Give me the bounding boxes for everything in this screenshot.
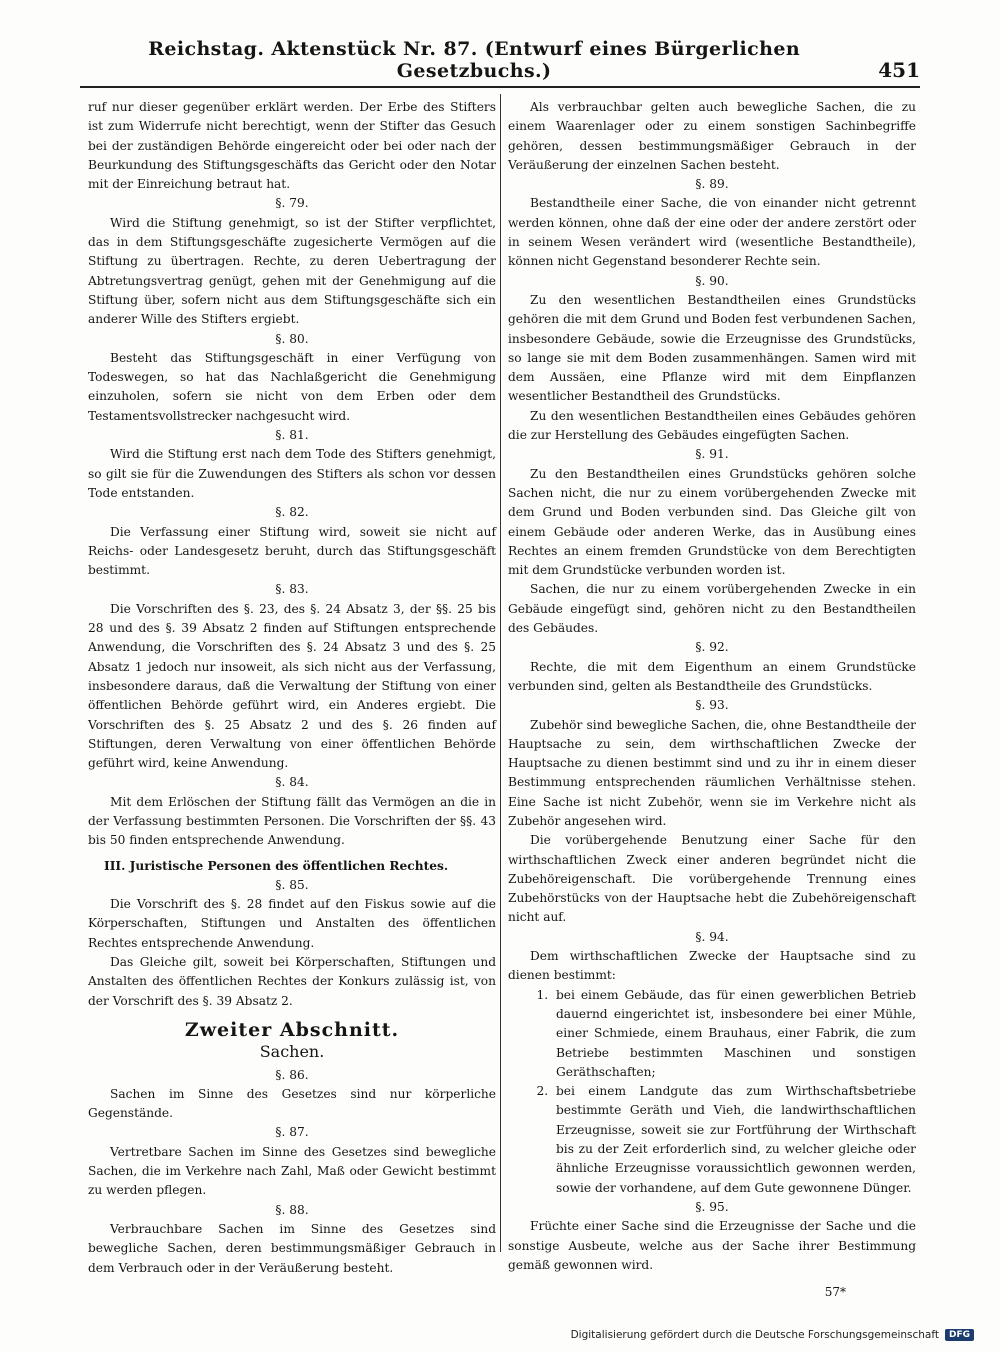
dfg-logo-icon[interactable]: DFG — [945, 1329, 974, 1341]
paragraph: Die Vorschriften des §. 23, des §. 24 Absatz 3, der §§. 25 bis 28 und des §. 39 Absatz 2 finden auf Stiftungen entsprechende Anwendung, die Vorschriften des §. 24 Absatz 3 und des §. 25 Absatz 1 jedoch nur insoweit, als sich nicht aus der Verfassung, insbesondere daraus, daß die Verwaltung der Stiftung von einer öffentlichen Behörde geführt wird, ein Anderes ergiebt. Die Vorschriften des §. 25 Absatz 2 und des §. 26 finden auf Stiftungen, deren Verwaltung von einer öffentlichen Behörde geführt wird, keine Anwendung. — [88, 601, 496, 771]
section-number: §. 86. — [275, 1067, 309, 1082]
enumerated-list — [508, 986, 916, 1198]
chapter-subheading: Sachen. — [259, 1042, 325, 1062]
paragraph: Vertretbare Sachen im Sinne des Gesetzes sind bewegliche Sachen, die im Verkehre nach Zahl, Maß oder Gewicht bestimmt zu werden pflegen. — [88, 1144, 496, 1198]
paragraph: Bestandtheile einer Sache, die von einander nicht getrennt werden können, ohne daß der eine oder der andere zerstört oder in seinem Wesen verändert wird (wesentliche Bestandtheile), können nicht Gegenstand besonderer Rechte sein. — [508, 196, 916, 269]
paragraph: ruf nur dieser gegenüber erklärt werden. Der Erbe des Stifters ist zum Widerrufe nicht berechtigt, wenn der Stifter das Gesuch bei der zuständigen Behörde eingereicht oder bei oder nach der Beurkundung des Stiftungsgeschäfts das Gericht oder den Notar mit der Einreichung betraut hat. — [88, 100, 496, 192]
page-number: 451 — [878, 58, 920, 82]
paragraph: Als verbrauchbar gelten auch bewegliche Sachen, die zu einem Waarenlager oder zu einem sonstigen Sachinbegriffe gehören, dessen bestimmungsmäßiger Gebrauch in der Veräußerung der einzelnen Sachen besteht. — [508, 100, 916, 172]
paragraph: Zu den wesentlichen Bestandtheilen eines Gebäudes gehören die zur Herstellung des Gebäudes eingefügten Sachen. — [508, 408, 916, 443]
section-number: §. 92. — [695, 640, 729, 655]
left-column — [88, 98, 496, 1278]
paragraph: Zu den Bestandtheilen eines Grundstücks gehören solche Sachen nicht, die nur zu einem vorübergehenden Zwecke mit dem Grund und Boden verbunden sind. Das Gleiche gilt von einem Gebäude oder anderen Werke, das in Ausübung eines Rechtes an einem fremden Grundstücke von dem Berechtigten mit dem Grundstücke verbunden worden ist. — [508, 466, 916, 578]
list-item: 2. bei einem Landgute das zum Wirthschaftsbetriebe bestimmte Geräth und Vieh, die landwirthschaftlichen Erzeugnisse, soweit sie zur Fortführung der Wirthschaft bis zu der Zeit erforderlich sind, zu welcher gleiche oder ähnliche Erzeugnisse voraussichtlich gewonnen werden, sowie der vorhandene, auf dem Gute gewonnene Dünger. — [552, 1082, 916, 1198]
paragraph: Besteht das Stiftungsgeschäft in einer Verfügung von Todeswegen, so hat das Nachlaßgericht die Genehmigung einzuholen, sofern sie nicht von dem Erben oder dem Testamentsvollstrecker nachgesucht wird. — [88, 350, 496, 423]
paragraph: Wird die Stiftung erst nach dem Tode des Stifters genehmigt, so gilt sie für die Zuwendungen des Stifters als schon vor dessen Tode entstanden. — [88, 447, 496, 500]
section-number: §. 82. — [275, 505, 309, 520]
section-number: §. 91. — [695, 447, 729, 462]
part-heading: III. Juristische Personen des öffentlichen Rechtes. — [104, 858, 449, 873]
paragraph: Die Vorschrift des §. 28 findet auf den Fiskus sowie auf die Körperschaften, Stiftungen und Anstalten des öffentlichen Rechtes entsprechende Anwendung. — [88, 897, 496, 950]
header-title: Reichstag. Aktenstück Nr. 87. (Entwurf eines Bürgerlichen Gesetzbuchs.) — [148, 38, 801, 82]
paragraph: Verbrauchbare Sachen im Sinne des Gesetzes sind bewegliche Sachen, deren bestimmungsmäßiger Gebrauch in dem Verbrauch oder in der Veräußerung besteht. — [88, 1221, 496, 1275]
section-number: §. 95. — [695, 1199, 729, 1214]
section-number: §. 85. — [275, 877, 309, 892]
section-number: §. 84. — [275, 775, 309, 790]
chapter-heading: Zweiter Abschnitt. — [184, 1018, 400, 1041]
section-number: §. 83. — [275, 582, 309, 597]
paragraph: Sachen, die nur zu einem vorübergehenden Zwecke in ein Gebäude eingefügt sind, gehören nicht zu den Bestandtheilen des Gebäudes. — [508, 582, 916, 636]
paragraph: Zubehör sind bewegliche Sachen, die, ohne Bestandtheile der Hauptsache zu sein, dem wirthschaftlichen Zwecke der Hauptsache zu dienen bestimmt sind und zu ihr in einem dieser Bestimmung entsprechenden räumlichen Verhältnisse stehen. Eine Sache ist nicht Zubehör, wenn sie im Verkehre nicht als Zubehör angesehen wird. — [508, 717, 916, 828]
section-number: §. 89. — [695, 177, 729, 192]
list-item: 1. bei einem Gebäude, das für einen gewerblichen Betrieb dauernd eingerichtet ist, insbesondere bei einer Mühle, einer Schmiede, einem Brauhaus, einer Fabrik, die zum Betriebe bestimmten Maschinen und sonstigen Geräthschaften; — [552, 986, 916, 1082]
paragraph: Rechte, die mit dem Eigenthum an einem Grundstücke verbunden sind, gelten als Bestandtheile des Grundstücks. — [508, 659, 916, 693]
section-number: §. 88. — [275, 1202, 309, 1217]
section-number: §. 94. — [695, 929, 729, 944]
paragraph: Früchte einer Sache sind die Erzeugnisse der Sache und die sonstige Ausbeute, welche aus der Sache ihrer Bestimmung gemäß gewonnen wird. — [508, 1219, 916, 1272]
section-number: §. 87. — [275, 1125, 309, 1140]
paragraph: Die Verfassung einer Stiftung wird, soweit sie nicht auf Reichs- oder Landesgesetz beruht, durch das Stiftungsgeschäft bestimmt. — [88, 524, 496, 578]
paragraph: Sachen im Sinne des Gesetzes sind nur körperliche Gegenstände. — [88, 1086, 496, 1121]
paragraph: Zu den wesentlichen Bestandtheilen eines Grundstücks gehören die mit dem Grund und Boden fest verbundenen Sachen, insbesondere Gebäude, sowie die Erzeugnisse des Grundstücks, so lange sie mit dem Boden zusammenhängen. Samen wird mit dem Aussäen, eine Pflanze wird mit dem Einpflanzen wesentlicher Bestandtheil des Grundstücks. — [508, 292, 916, 404]
section-number: §. 80. — [275, 331, 309, 346]
paragraph: Mit dem Erlöschen der Stiftung fällt das Vermögen an die in der Verfassung bestimmten Personen. Die Vorschriften der §§. 43 bis 50 finden entsprechende Anwendung. — [88, 794, 496, 848]
section-number: §. 79. — [275, 196, 309, 211]
section-number: §. 93. — [695, 698, 729, 713]
column-divider — [500, 94, 501, 1252]
footer-text: Digitalisierung gefördert durch die Deutsche Forschungsgemeinschaft — [570, 1329, 939, 1341]
digitization-footer — [571, 1329, 974, 1341]
paragraph: Die vorübergehende Benutzung einer Sache für den wirthschaftlichen Zweck einer anderen begründet nicht die Zubehöreigenschaft. Die vorübergehende Trennung eines Zubehörstücks von der Hauptsache hebt die Zubehöreigenschaft nicht auf. — [508, 833, 916, 925]
section-number: §. 90. — [695, 273, 729, 288]
paragraph: Dem wirthschaftlichen Zwecke der Hauptsache sind zu dienen bestimmt: — [508, 949, 916, 983]
printer-signature: 57* — [824, 1285, 846, 1300]
page-header — [80, 38, 920, 88]
paragraph: Wird die Stiftung genehmigt, so ist der Stifter verpflichtet, das in dem Stiftungsgeschäfte zugesicherte Vermögen auf die Stiftung zu übertragen. Rechte, zu deren Uebertragung der Abtretungsvertrag genügt, gehen mit der Genehmigung auf die Stiftung über, sofern nicht aus dem Stiftungsgeschäfte sich ein anderer Wille des Stifters ergiebt. — [88, 215, 496, 327]
paragraph: Das Gleiche gilt, soweit bei Körperschaften, Stiftungen und Anstalten des öffentlichen Rechtes der Konkurs zulässig ist, von der Vorschrift des §. 39 Absatz 2. — [88, 955, 496, 1008]
right-column — [508, 98, 916, 1302]
section-number: §. 81. — [275, 428, 309, 443]
